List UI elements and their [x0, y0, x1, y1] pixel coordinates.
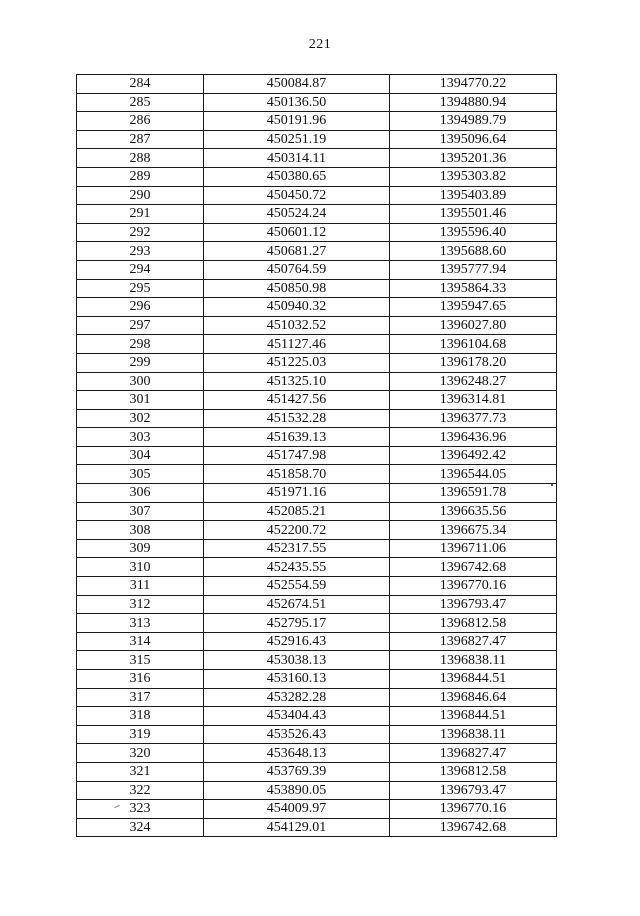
point-number-cell: 289 [77, 167, 204, 186]
table-row [77, 205, 557, 224]
table-row [77, 484, 557, 503]
point-number-cell: 293 [77, 242, 204, 261]
point-number-cell: 285 [77, 93, 204, 112]
point-number-cell: 288 [77, 149, 204, 168]
y-coordinate-cell: 1396675.34 [390, 521, 557, 540]
x-coordinate-cell: 453648.13 [204, 744, 390, 763]
point-number-cell: 324 [77, 818, 204, 837]
table-row [77, 725, 557, 744]
point-number-cell: 305 [77, 465, 204, 484]
table-row [77, 744, 557, 763]
point-number-cell: 301 [77, 391, 204, 410]
y-coordinate-cell: 1396492.42 [390, 446, 557, 465]
x-coordinate-cell: 450850.98 [204, 279, 390, 298]
table-row [77, 186, 557, 205]
x-coordinate-cell: 453526.43 [204, 725, 390, 744]
table-row [77, 446, 557, 465]
x-coordinate-cell: 451747.98 [204, 446, 390, 465]
y-coordinate-cell: 1396591.78 [390, 484, 557, 503]
y-coordinate-cell: 1396827.47 [390, 632, 557, 651]
point-number-cell: 302 [77, 409, 204, 428]
point-number-cell: 290 [77, 186, 204, 205]
point-number-cell: 291 [77, 205, 204, 224]
table-row [77, 595, 557, 614]
y-coordinate-cell: 1395303.82 [390, 167, 557, 186]
table-row [77, 558, 557, 577]
table-row [77, 112, 557, 131]
point-number-cell: 297 [77, 316, 204, 335]
y-coordinate-cell: 1396827.47 [390, 744, 557, 763]
y-coordinate-cell: 1396027.80 [390, 316, 557, 335]
x-coordinate-cell: 450251.19 [204, 130, 390, 149]
point-number-cell: 307 [77, 502, 204, 521]
table-row [77, 800, 557, 819]
table-row [77, 279, 557, 298]
table-row [77, 465, 557, 484]
y-coordinate-cell: 1394989.79 [390, 112, 557, 131]
point-number-cell: 304 [77, 446, 204, 465]
y-coordinate-cell: 1395947.65 [390, 298, 557, 317]
x-coordinate-cell: 451127.46 [204, 335, 390, 354]
x-coordinate-cell: 452554.59 [204, 577, 390, 596]
table-row [77, 260, 557, 279]
table-row [77, 614, 557, 633]
table-row [77, 762, 557, 781]
x-coordinate-cell: 452200.72 [204, 521, 390, 540]
point-number-cell: 316 [77, 670, 204, 689]
table-row [77, 632, 557, 651]
y-coordinate-cell: 1396377.73 [390, 409, 557, 428]
y-coordinate-cell: 1396844.51 [390, 670, 557, 689]
x-coordinate-cell: 451225.03 [204, 353, 390, 372]
x-coordinate-cell: 453404.43 [204, 707, 390, 726]
table-row [77, 372, 557, 391]
x-coordinate-cell: 451032.52 [204, 316, 390, 335]
x-coordinate-cell: 453282.28 [204, 688, 390, 707]
y-coordinate-cell: 1396846.64 [390, 688, 557, 707]
x-coordinate-cell: 452916.43 [204, 632, 390, 651]
x-coordinate-cell: 450524.24 [204, 205, 390, 224]
y-coordinate-cell: 1394880.94 [390, 93, 557, 112]
table-row [77, 428, 557, 447]
y-coordinate-cell: 1395596.40 [390, 223, 557, 242]
table-row [77, 130, 557, 149]
x-coordinate-cell: 451532.28 [204, 409, 390, 428]
y-coordinate-cell: 1396178.20 [390, 353, 557, 372]
y-coordinate-cell: 1396770.16 [390, 800, 557, 819]
y-coordinate-cell: 1394770.22 [390, 75, 557, 94]
y-coordinate-cell: 1396838.11 [390, 725, 557, 744]
table-row [77, 539, 557, 558]
point-number-cell: 317 [77, 688, 204, 707]
x-coordinate-cell: 452317.55 [204, 539, 390, 558]
y-coordinate-cell: 1395501.46 [390, 205, 557, 224]
y-coordinate-cell: 1395096.64 [390, 130, 557, 149]
x-coordinate-cell: 451858.70 [204, 465, 390, 484]
point-number-cell: 284 [77, 75, 204, 94]
x-coordinate-cell: 453038.13 [204, 651, 390, 670]
table-row [77, 335, 557, 354]
x-coordinate-cell: 450764.59 [204, 260, 390, 279]
point-number-cell: 321 [77, 762, 204, 781]
x-coordinate-cell: 453160.13 [204, 670, 390, 689]
point-number-cell: 308 [77, 521, 204, 540]
scan-speck [551, 484, 553, 486]
table-row [77, 502, 557, 521]
x-coordinate-cell: 450380.65 [204, 167, 390, 186]
y-coordinate-cell: 1396812.58 [390, 614, 557, 633]
coordinates-table [76, 74, 557, 837]
y-coordinate-cell: 1395864.33 [390, 279, 557, 298]
x-coordinate-cell: 453769.39 [204, 762, 390, 781]
table-row [77, 167, 557, 186]
x-coordinate-cell: 452795.17 [204, 614, 390, 633]
table-row [77, 707, 557, 726]
x-coordinate-cell: 450084.87 [204, 75, 390, 94]
point-number-cell: 310 [77, 558, 204, 577]
point-number-cell: 299 [77, 353, 204, 372]
table-row [77, 391, 557, 410]
x-coordinate-cell: 451639.13 [204, 428, 390, 447]
y-coordinate-cell: 1396793.47 [390, 595, 557, 614]
y-coordinate-cell: 1395688.60 [390, 242, 557, 261]
y-coordinate-cell: 1395777.94 [390, 260, 557, 279]
table-body [77, 75, 557, 837]
table-row [77, 781, 557, 800]
point-number-cell: 322 [77, 781, 204, 800]
table-row [77, 316, 557, 335]
x-coordinate-cell: 450940.32 [204, 298, 390, 317]
point-number-cell: 298 [77, 335, 204, 354]
point-number-cell: 292 [77, 223, 204, 242]
y-coordinate-cell: 1396314.81 [390, 391, 557, 410]
table-row [77, 688, 557, 707]
x-coordinate-cell: 451325.10 [204, 372, 390, 391]
table-row [77, 409, 557, 428]
point-number-cell: 296 [77, 298, 204, 317]
y-coordinate-cell: 1396248.27 [390, 372, 557, 391]
coordinates-table-container [76, 74, 556, 837]
x-coordinate-cell: 452435.55 [204, 558, 390, 577]
table-row [77, 818, 557, 837]
x-coordinate-cell: 450191.96 [204, 112, 390, 131]
x-coordinate-cell: 454129.01 [204, 818, 390, 837]
x-coordinate-cell: 454009.97 [204, 800, 390, 819]
table-row [77, 577, 557, 596]
y-coordinate-cell: 1396770.16 [390, 577, 557, 596]
x-coordinate-cell: 450601.12 [204, 223, 390, 242]
point-number-cell: 294 [77, 260, 204, 279]
y-coordinate-cell: 1396635.56 [390, 502, 557, 521]
table-row [77, 521, 557, 540]
point-number-cell: 314 [77, 632, 204, 651]
x-coordinate-cell: 450136.50 [204, 93, 390, 112]
table-row [77, 75, 557, 94]
point-number-cell: 320 [77, 744, 204, 763]
table-row [77, 242, 557, 261]
x-coordinate-cell: 452674.51 [204, 595, 390, 614]
table-row [77, 223, 557, 242]
point-number-cell: 300 [77, 372, 204, 391]
point-number-cell: 309 [77, 539, 204, 558]
point-number-cell: 303 [77, 428, 204, 447]
point-number-cell: 318 [77, 707, 204, 726]
table-row [77, 149, 557, 168]
table-row [77, 298, 557, 317]
y-coordinate-cell: 1395403.89 [390, 186, 557, 205]
x-coordinate-cell: 452085.21 [204, 502, 390, 521]
page-number: 221 [308, 37, 332, 52]
table-row [77, 651, 557, 670]
x-coordinate-cell: 451427.56 [204, 391, 390, 410]
point-number-cell: 306 [77, 484, 204, 503]
y-coordinate-cell: 1396104.68 [390, 335, 557, 354]
y-coordinate-cell: 1395201.36 [390, 149, 557, 168]
point-number-cell: 311 [77, 577, 204, 596]
point-number-cell: 295 [77, 279, 204, 298]
y-coordinate-cell: 1396742.68 [390, 818, 557, 837]
y-coordinate-cell: 1396742.68 [390, 558, 557, 577]
x-coordinate-cell: 450314.11 [204, 149, 390, 168]
point-number-cell: 312 [77, 595, 204, 614]
y-coordinate-cell: 1396793.47 [390, 781, 557, 800]
y-coordinate-cell: 1396711.06 [390, 539, 557, 558]
table-row [77, 670, 557, 689]
x-coordinate-cell: 450450.72 [204, 186, 390, 205]
x-coordinate-cell: 450681.27 [204, 242, 390, 261]
table-row [77, 93, 557, 112]
x-coordinate-cell: 451971.16 [204, 484, 390, 503]
y-coordinate-cell: 1396844.51 [390, 707, 557, 726]
point-number-cell: 313 [77, 614, 204, 633]
table-row [77, 353, 557, 372]
point-number-cell: 286 [77, 112, 204, 131]
point-number-cell: 287 [77, 130, 204, 149]
point-number-cell: 323 [77, 800, 204, 819]
point-number-cell: 319 [77, 725, 204, 744]
x-coordinate-cell: 453890.05 [204, 781, 390, 800]
y-coordinate-cell: 1396544.05 [390, 465, 557, 484]
y-coordinate-cell: 1396812.58 [390, 762, 557, 781]
y-coordinate-cell: 1396436.96 [390, 428, 557, 447]
y-coordinate-cell: 1396838.11 [390, 651, 557, 670]
point-number-cell: 315 [77, 651, 204, 670]
